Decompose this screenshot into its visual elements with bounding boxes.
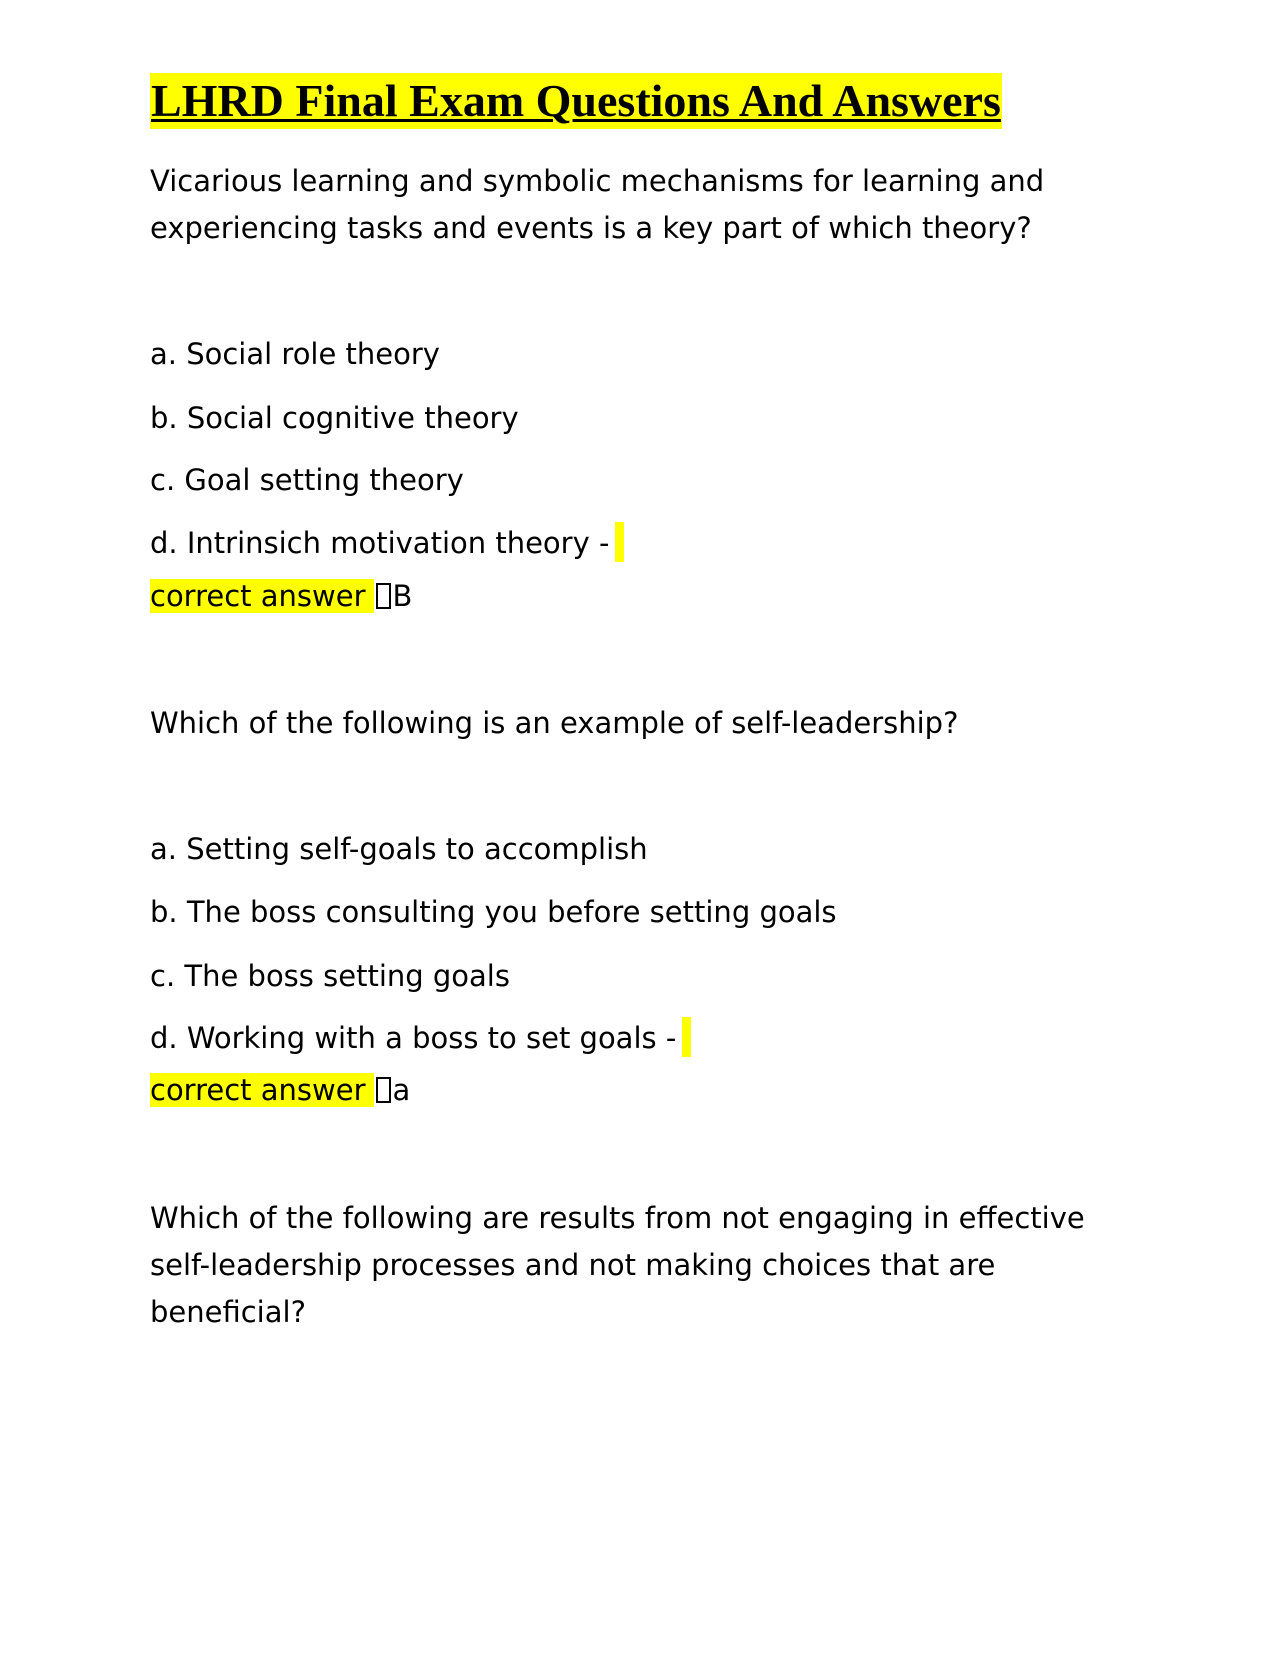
correct-answer-label: correct answer [150, 1073, 374, 1107]
question-1-prompt-line-2: experiencing tasks and events is a key part of which theory? [150, 211, 1032, 245]
highlight-mark [682, 1017, 691, 1057]
question-1-answer [150, 572, 412, 621]
correct-answer-label: correct answer [150, 579, 374, 613]
question-2-answer [150, 1066, 410, 1115]
question-2-option-d-text: d. Working with a boss to set goals - [150, 1021, 677, 1055]
highlight-mark [615, 522, 624, 562]
question-2-option-b: b. The boss consulting you before setting goals [150, 895, 837, 929]
correct-answer-value: B [392, 579, 413, 613]
correct-answer-value: a [392, 1073, 411, 1107]
question-1-option-a: a. Social role theory [150, 337, 440, 371]
question-2-prompt-line-1: Which of the following is an example of self-leadership? [150, 706, 959, 740]
document-title: LHRD Final Exam Questions And Answers [150, 73, 1002, 129]
question-2-option-a: a. Setting self-goals to accomplish [150, 832, 648, 866]
question-1-option-c: c. Goal setting theory [150, 463, 464, 497]
question-1-option-d-text: d. Intrinsich motivation theory - [150, 526, 610, 560]
question-1-prompt-line-1: Vicarious learning and symbolic mechanisms for learning and [150, 164, 1045, 198]
question-3-prompt-line-2: self-leadership processes and not making choices that are [150, 1248, 996, 1282]
answer-arrow-icon [376, 583, 391, 609]
question-3-prompt-line-3: beneficial? [150, 1295, 306, 1329]
question-2-option-d [150, 1014, 691, 1063]
question-1-option-d [150, 519, 624, 568]
question-1-option-b: b. Social cognitive theory [150, 401, 519, 435]
question-2-option-c: c. The boss setting goals [150, 959, 510, 993]
question-3-prompt-line-1: Which of the following are results from not engaging in effective [150, 1201, 1085, 1235]
answer-arrow-icon [376, 1077, 391, 1103]
